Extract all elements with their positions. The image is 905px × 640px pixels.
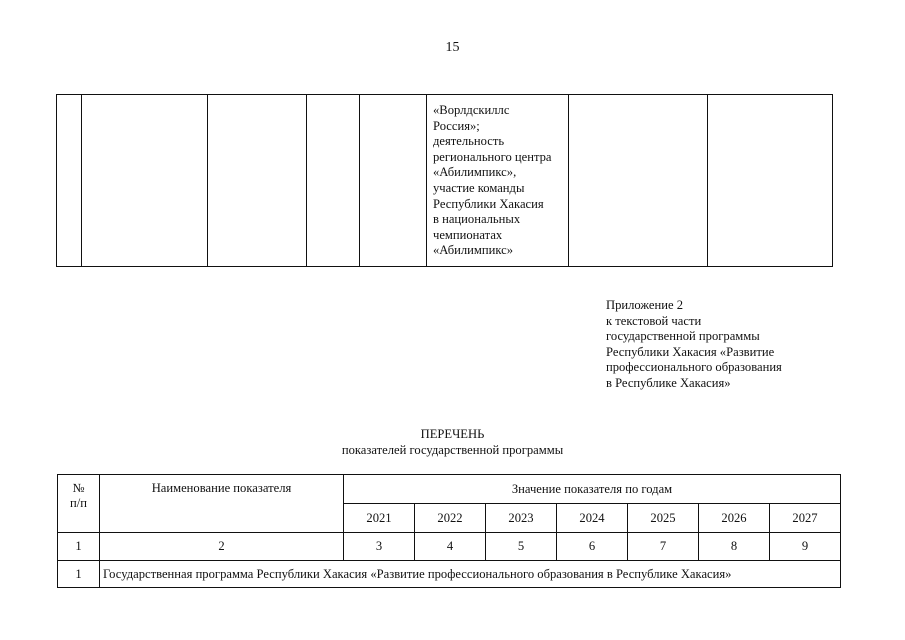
continued-text-line: Республики Хакасия — [433, 196, 544, 211]
continued-text-line: деятельность — [433, 134, 505, 149]
header-number-line2: п/п — [70, 496, 87, 510]
list-heading — [0, 427, 905, 458]
continued-text-line: «Абилимпикс», — [433, 165, 517, 180]
column-number: 7 — [628, 533, 699, 561]
appendix-line: Республики Хакасия «Развитие — [606, 344, 775, 359]
table-cell — [708, 95, 833, 267]
appendix-line: в Республике Хакасия» — [606, 375, 731, 390]
column-number: 4 — [415, 533, 486, 561]
table-cell — [208, 95, 307, 267]
continued-text-line: в национальных — [433, 212, 521, 227]
table-row — [58, 561, 841, 588]
appendix-line: государственной программы — [606, 329, 760, 344]
indicators-table — [57, 474, 841, 588]
table-cell — [57, 95, 82, 267]
column-number: 6 — [557, 533, 628, 561]
header-number-cell — [58, 475, 100, 533]
header-year: 2025 — [628, 504, 699, 533]
header-year: 2024 — [557, 504, 628, 533]
header-year: 2023 — [486, 504, 557, 533]
header-values-group: Значение показателя по годам — [344, 475, 841, 504]
appendix-line: к текстовой части — [606, 313, 702, 328]
column-number: 1 — [58, 533, 100, 561]
header-year: 2026 — [699, 504, 770, 533]
continued-text-line: регионального центра — [433, 149, 552, 164]
table-cell — [307, 95, 360, 267]
heading-title: ПЕРЕЧЕНЬ — [420, 427, 485, 441]
header-year: 2021 — [344, 504, 415, 533]
program-name-cell: Государственная программа Республики Хакасия «Развитие профессионального образования в Республике Хакасия» — [100, 561, 841, 588]
appendix-note — [606, 298, 782, 392]
column-number: 9 — [770, 533, 841, 561]
table-cell — [569, 95, 708, 267]
continued-text-line: чемпионатах — [433, 227, 503, 242]
header-year: 2027 — [770, 504, 841, 533]
column-number-row — [58, 533, 841, 561]
continued-text-line: участие команды — [433, 180, 525, 195]
page-number: 15 — [445, 40, 460, 55]
continued-text-line: Россия»; — [433, 118, 480, 133]
continued-text-cell — [427, 95, 569, 267]
table-cell — [82, 95, 208, 267]
appendix-line: профессионального образования — [606, 360, 782, 375]
column-number: 3 — [344, 533, 415, 561]
header-name-cell: Наименование показателя — [100, 475, 344, 533]
table-cell — [360, 95, 427, 267]
column-number: 8 — [699, 533, 770, 561]
heading-subtitle: показателей государственной программы — [341, 442, 564, 457]
appendix-line: Приложение 2 — [606, 298, 684, 312]
column-number: 5 — [486, 533, 557, 561]
continued-text-line: «Абилимпикс» — [433, 243, 514, 258]
row-number: 1 — [58, 561, 100, 588]
header-number-line1: № — [72, 481, 85, 495]
header-year: 2022 — [415, 504, 486, 533]
continued-text-line: «Ворлдскиллс — [433, 103, 510, 117]
continued-table — [56, 94, 833, 267]
column-number: 2 — [100, 533, 344, 561]
